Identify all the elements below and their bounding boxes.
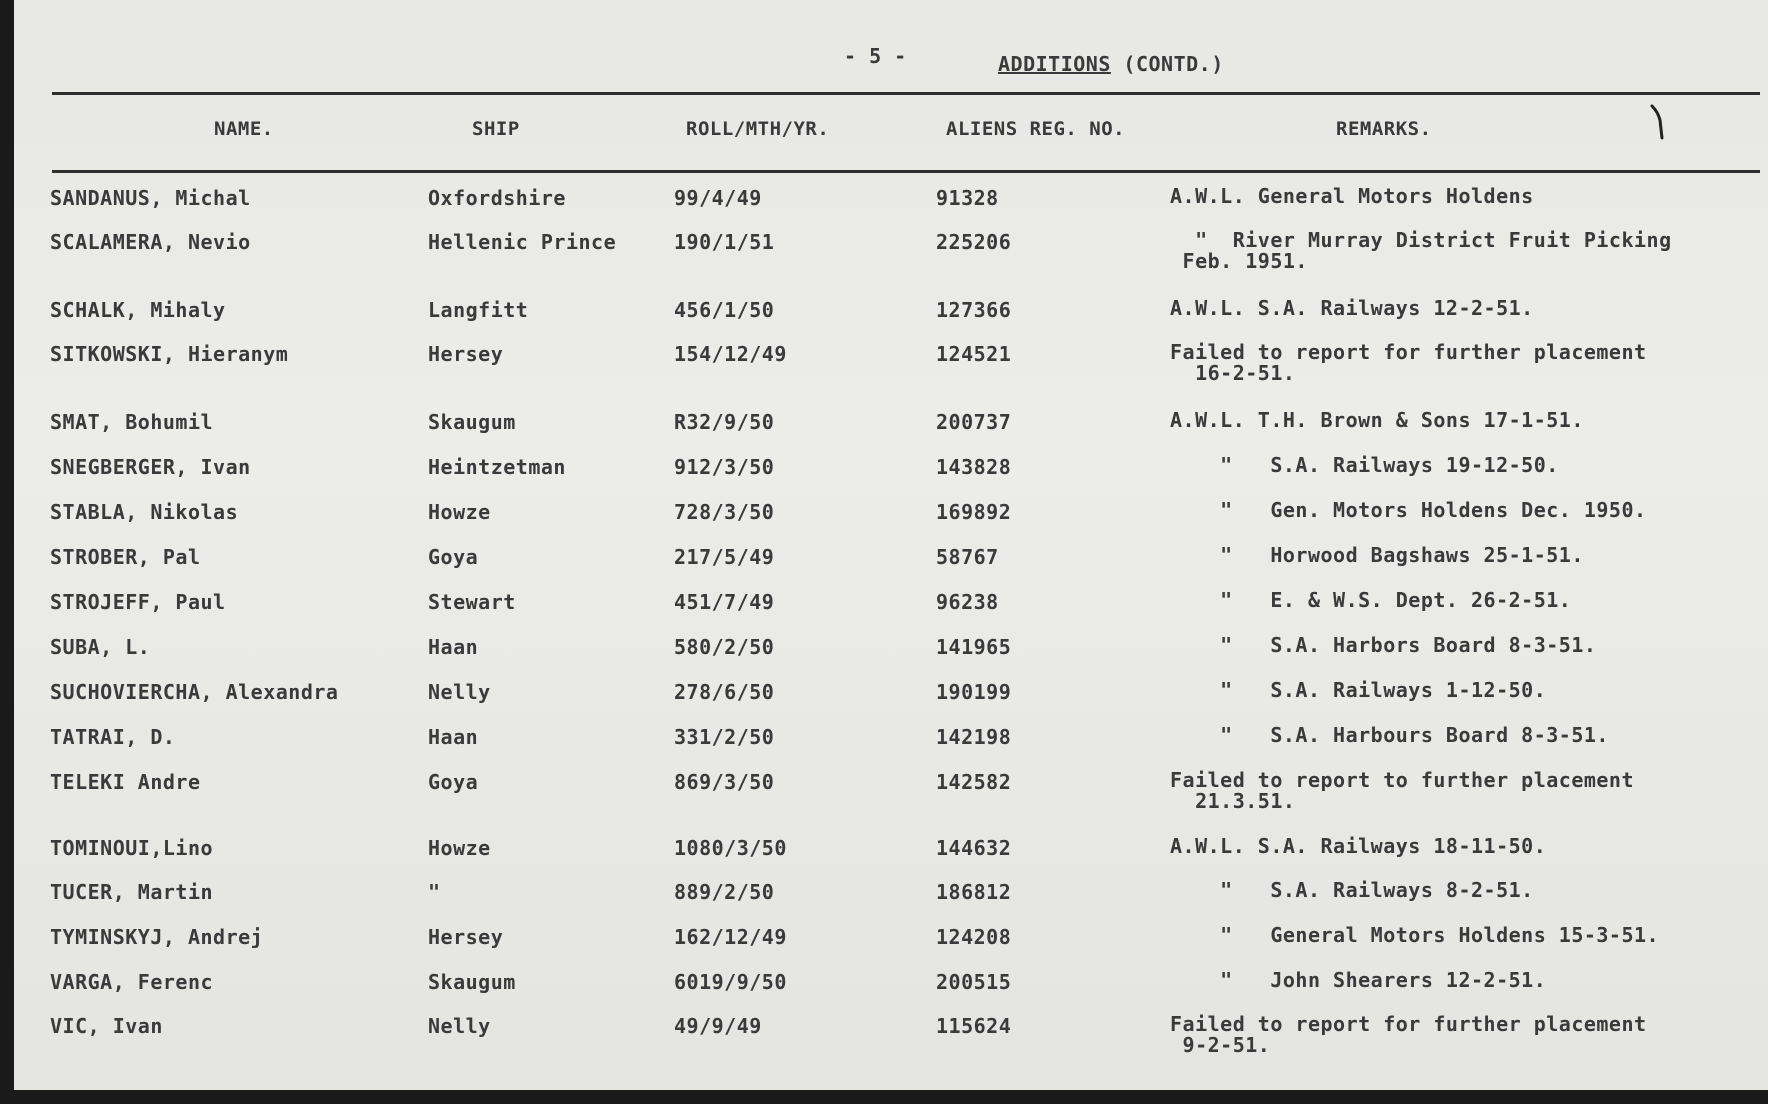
cell-reg: 124208 [936, 925, 1012, 949]
cell-remarks: " S.A. Railways 8-2-51. [1170, 878, 1534, 902]
cell-remarks: A.W.L. General Motors Holdens [1170, 184, 1534, 208]
cell-remarks: " River Murray District Fruit Picking Feb. 1951. [1182, 228, 1672, 273]
cell-ship: Skaugum [428, 970, 516, 994]
cell-name: TOMINOUI,Lino [50, 836, 214, 860]
cell-roll: 278/6/50 [674, 680, 775, 704]
cell-reg: 124521 [936, 342, 1012, 366]
cell-name: SNEGBERGER, Ivan [50, 455, 251, 479]
cell-ship: Haan [428, 725, 479, 749]
page-heading [998, 52, 1224, 76]
header-rule-top [52, 92, 1760, 95]
cell-remarks: " E. & W.S. Dept. 26-2-51. [1170, 588, 1572, 612]
column-header-name: NAME. [214, 118, 274, 140]
cell-roll: 728/3/50 [674, 500, 775, 524]
cell-reg: 91328 [936, 186, 999, 210]
cell-roll: 162/12/49 [674, 925, 787, 949]
cell-remarks: " S.A. Railways 1-12-50. [1170, 678, 1547, 702]
cell-ship: Stewart [428, 590, 516, 614]
cell-name: VIC, Ivan [50, 1014, 163, 1038]
table-row [14, 1014, 1768, 1076]
cell-roll: 6019/9/50 [674, 970, 787, 994]
cell-ship: Nelly [428, 680, 491, 704]
cell-name: TUCER, Martin [50, 880, 214, 904]
cell-remarks: A.W.L. T.H. Brown & Sons 17-1-51. [1170, 408, 1584, 432]
cell-roll: 912/3/50 [674, 455, 775, 479]
cell-roll: R32/9/50 [674, 410, 775, 434]
cell-roll: 451/7/49 [674, 590, 775, 614]
column-header-remarks: REMARKS. [1336, 118, 1432, 140]
cell-roll: 889/2/50 [674, 880, 775, 904]
cell-reg: 115624 [936, 1014, 1012, 1038]
cell-reg: 190199 [936, 680, 1012, 704]
cell-reg: 142198 [936, 725, 1012, 749]
page-heading-title: ADDITIONS [998, 52, 1111, 76]
cell-reg: 186812 [936, 880, 1012, 904]
cell-reg: 143828 [936, 455, 1012, 479]
cell-remarks: Failed to report to further placement 21.3.51. [1170, 768, 1635, 813]
cell-ship: Howze [428, 500, 491, 524]
cell-name: VARGA, Ferenc [50, 970, 214, 994]
cell-roll: 869/3/50 [674, 770, 775, 794]
cell-reg: 200515 [936, 970, 1012, 994]
cell-ship: Langfitt [428, 298, 529, 322]
cell-reg: 144632 [936, 836, 1012, 860]
cell-reg: 127366 [936, 298, 1012, 322]
cell-name: STABLA, Nikolas [50, 500, 239, 524]
cell-remarks: A.W.L. S.A. Railways 12-2-51. [1170, 296, 1534, 320]
cell-ship: Goya [428, 770, 479, 794]
cell-name: SUCHOVIERCHA, Alexandra [50, 680, 339, 704]
cell-name: SITKOWSKI, Hieranym [50, 342, 289, 366]
table-row [14, 770, 1768, 832]
cell-name: STROBER, Pal [50, 545, 201, 569]
pen-mark-icon [1650, 104, 1670, 140]
table-row [14, 342, 1768, 404]
cell-name: STROJEFF, Paul [50, 590, 226, 614]
cell-roll: 217/5/49 [674, 545, 775, 569]
cell-roll: 331/2/50 [674, 725, 775, 749]
cell-remarks: " General Motors Holdens 15-3-51. [1170, 923, 1660, 947]
cell-ship: Hersey [428, 925, 504, 949]
cell-remarks: " Horwood Bagshaws 25-1-51. [1170, 543, 1584, 567]
cell-name: SANDANUS, Michal [50, 186, 251, 210]
cell-remarks: A.W.L. S.A. Railways 18-11-50. [1170, 834, 1547, 858]
cell-remarks: Failed to report for further placement 9-2-51. [1170, 1012, 1647, 1057]
cell-roll: 580/2/50 [674, 635, 775, 659]
column-header-roll: ROLL/MTH/YR. [686, 118, 830, 140]
cell-reg: 58767 [936, 545, 999, 569]
cell-name: SCHALK, Mihaly [50, 298, 226, 322]
document-page [14, 0, 1768, 1090]
cell-name: TYMINSKYJ, Andrej [50, 925, 264, 949]
cell-roll: 99/4/49 [674, 186, 762, 210]
cell-reg: 96238 [936, 590, 999, 614]
cell-name: SMAT, Bohumil [50, 410, 214, 434]
cell-remarks: " Gen. Motors Holdens Dec. 1950. [1170, 498, 1647, 522]
table-row [14, 230, 1768, 292]
cell-ship: Goya [428, 545, 479, 569]
cell-roll: 190/1/51 [674, 230, 775, 254]
cell-ship: Hersey [428, 342, 504, 366]
cell-remarks: " S.A. Harbours Board 8-3-51. [1170, 723, 1609, 747]
cell-roll: 154/12/49 [674, 342, 787, 366]
cell-ship: Hellenic Prince [428, 230, 617, 254]
cell-remarks: " S.A. Railways 19-12-50. [1170, 453, 1559, 477]
column-header-reg: ALIENS REG. NO. [946, 118, 1126, 140]
cell-ship: Heintzetman [428, 455, 566, 479]
header-rule-bottom [52, 170, 1760, 173]
cell-ship: Skaugum [428, 410, 516, 434]
column-header-ship: SHIP [472, 118, 520, 140]
cell-name: TELEKI Andre [50, 770, 201, 794]
cell-roll: 49/9/49 [674, 1014, 762, 1038]
cell-ship: Haan [428, 635, 479, 659]
cell-reg: 142582 [936, 770, 1012, 794]
cell-name: TATRAI, D. [50, 725, 176, 749]
cell-ship: Nelly [428, 1014, 491, 1038]
cell-name: SCALAMERA, Nevio [50, 230, 251, 254]
cell-remarks: " John Shearers 12-2-51. [1170, 968, 1547, 992]
cell-reg: 225206 [936, 230, 1012, 254]
cell-remarks: Failed to report for further placement 16-2-51. [1170, 340, 1647, 385]
page-heading-suffix: (CONTD.) [1110, 52, 1224, 76]
cell-remarks: " S.A. Harbors Board 8-3-51. [1170, 633, 1597, 657]
cell-name: SUBA, L. [50, 635, 151, 659]
cell-reg: 141965 [936, 635, 1012, 659]
page-number: - 5 - [844, 44, 907, 68]
cell-reg: 200737 [936, 410, 1012, 434]
cell-ship: Oxfordshire [428, 186, 566, 210]
cell-reg: 169892 [936, 500, 1012, 524]
cell-ship: " [428, 880, 441, 904]
cell-ship: Howze [428, 836, 491, 860]
cell-roll: 1080/3/50 [674, 836, 787, 860]
cell-roll: 456/1/50 [674, 298, 775, 322]
